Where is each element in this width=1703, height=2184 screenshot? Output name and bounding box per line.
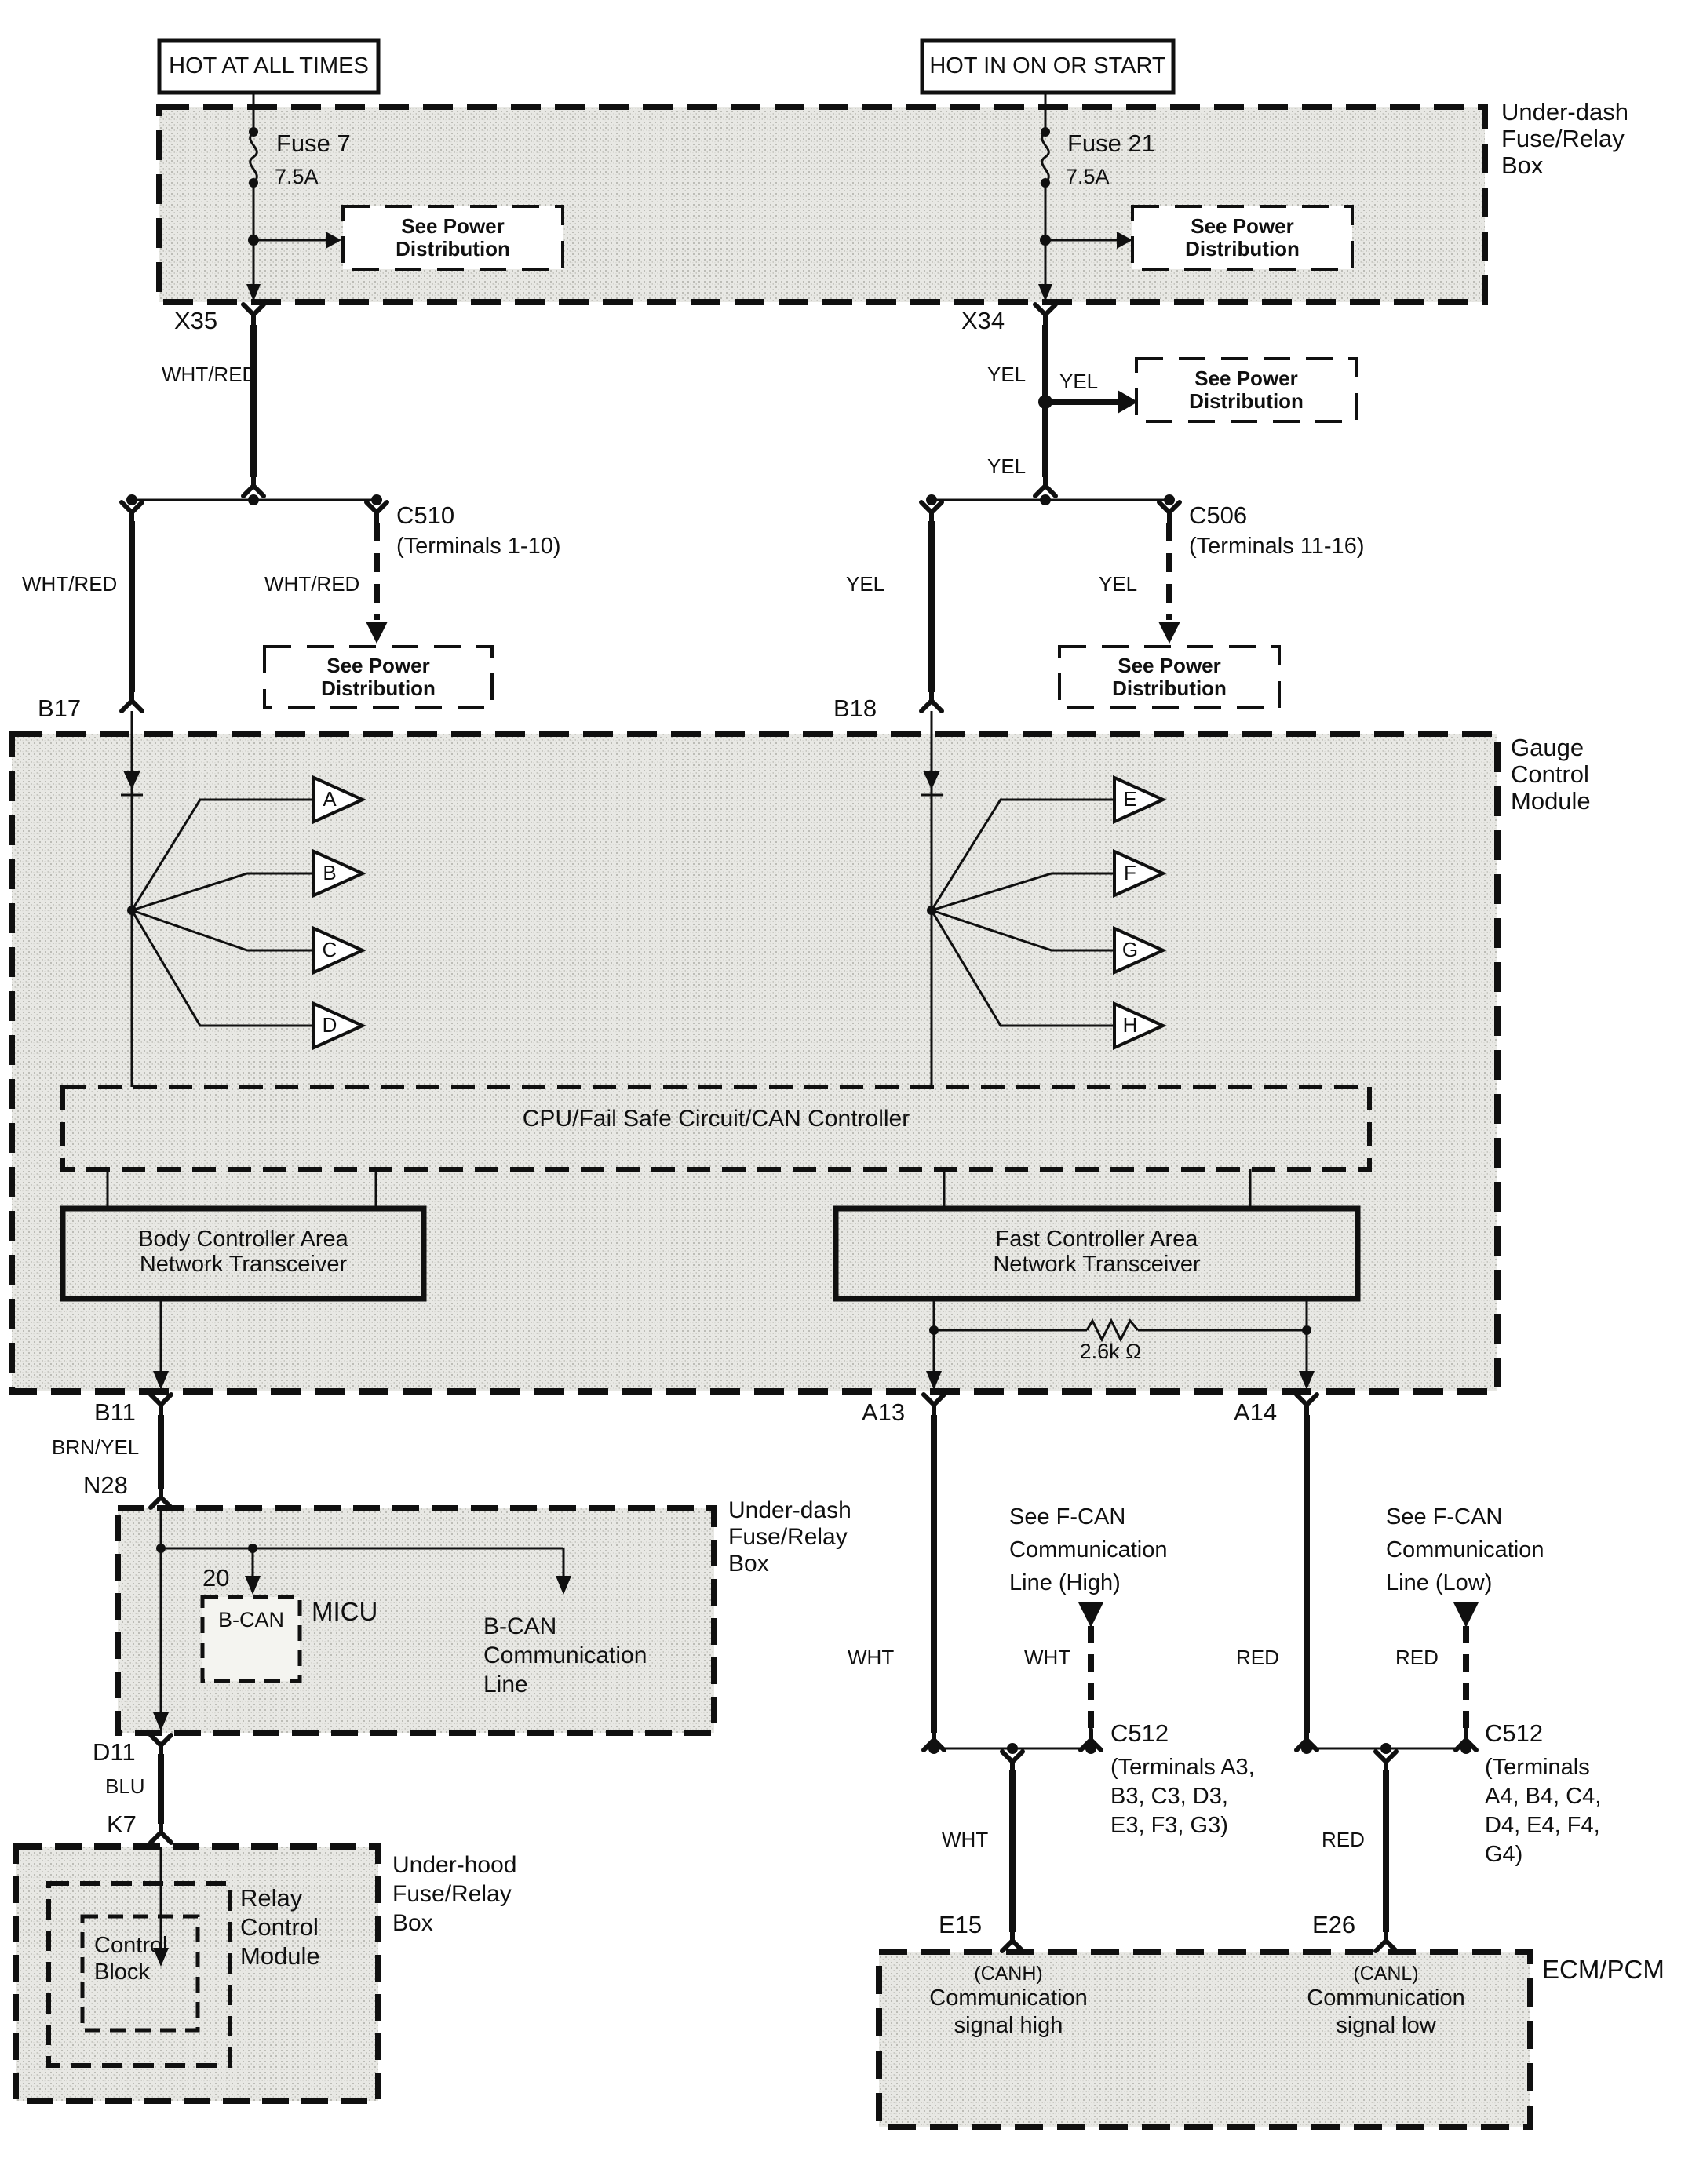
fuse7-rating: 7.5A [275, 165, 319, 188]
see-power-fuse21-text: See Power Distribution [1185, 214, 1300, 261]
wire-red-branch: RED [1395, 1646, 1439, 1669]
triangle-g-label: G [1121, 938, 1139, 961]
terminal-x35: X35 [174, 307, 218, 334]
wire-yel-arrow: YEL [1059, 370, 1099, 393]
triangle-c-label: C [322, 938, 337, 961]
triangle-d-label: D [322, 1013, 337, 1037]
hot-at-all-times-label: HOT AT ALL TIMES [169, 53, 369, 78]
bcan-comm-line-label: B-CAN Communication Line [483, 1613, 647, 1697]
wire-wht-a13: WHT [848, 1646, 895, 1669]
triangle-h-label: H [1122, 1013, 1138, 1037]
gauge-module-label: Gauge Control Module [1511, 734, 1591, 815]
underhood-label: Under-hood Fuse/Relay Box [392, 1852, 517, 1936]
see-power-c506-text: See Power Distribution [1112, 654, 1227, 700]
terminal-b17: B17 [38, 695, 82, 722]
terminal-n28: N28 [83, 1471, 128, 1499]
connector-c512-high: C512 (Terminals A3, B3, C3, D3, E3, F3, G3) [1110, 1719, 1255, 1839]
wire-whtred-b17: WHT/RED [22, 572, 118, 596]
see-power-yel-text: See Power Distribution [1189, 366, 1304, 413]
wire-red-a14: RED [1236, 1646, 1279, 1669]
terminal-e15: E15 [939, 1911, 983, 1938]
signal-high-label: signal high [954, 2013, 1063, 2038]
underdash-bcan-label: Under-dash Fuse/Relay Box [728, 1497, 852, 1577]
terminal-b18: B18 [833, 695, 877, 722]
triangle-b-label: B [323, 861, 337, 884]
relay-control-module-label: Relay Control Module [240, 1884, 320, 1970]
fuse21-label: Fuse 21 [1067, 129, 1156, 157]
terminal-x34: X34 [961, 307, 1005, 334]
hot-in-on-or-start-label: HOT IN ON OR START [929, 53, 1166, 78]
wire-yel-x34-upper: YEL [987, 363, 1027, 386]
connector-c512-low: C512 (Terminals A4, B4, C4, D4, E4, F4, G4) [1485, 1719, 1602, 1868]
triangle-a-label: A [323, 787, 337, 811]
fast-transceiver-label: Fast Controller Area Network Transceiver [993, 1227, 1201, 1277]
connector-c506-terminals: (Terminals 11-16) [1189, 534, 1365, 559]
terminal-a13: A13 [862, 1398, 906, 1426]
wire-yel-x34-lower: YEL [987, 454, 1027, 478]
fuse7-label: Fuse 7 [276, 129, 351, 157]
terminal-e26: E26 [1312, 1911, 1356, 1938]
ecm-pcm-label: ECM/PCM [1542, 1955, 1665, 1984]
wire-yel-c506: YEL [1099, 572, 1138, 596]
connector-c510-terminals: (Terminals 1-10) [396, 534, 561, 559]
triangle-e-label: E [1123, 787, 1137, 811]
wire-wht-e15: WHT [942, 1828, 989, 1851]
fcan-high-triangle [1078, 1602, 1103, 1628]
wire-brnyel: BRN/YEL [52, 1435, 140, 1459]
cpu-label: CPU/Fail Safe Circuit/CAN Controller [522, 1106, 910, 1132]
control-block-label: Control Block [94, 1933, 168, 1985]
arrow-c510-branch [366, 622, 388, 644]
micu-label: MICU [312, 1597, 378, 1626]
arrow-c506-branch [1158, 622, 1180, 644]
connector-c510-id: C510 [396, 501, 455, 529]
terminal-b11: B11 [94, 1398, 136, 1426]
signal-low-label: signal low [1336, 2013, 1436, 2038]
fuse21-rating: 7.5A [1066, 165, 1110, 188]
fcan-high-label: See F-CAN Communication Line (High) [1009, 1504, 1168, 1595]
pin-20-label: 20 [202, 1564, 230, 1592]
terminal-d11: D11 [93, 1738, 136, 1766]
terminal-k7: K7 [107, 1810, 137, 1838]
canl-label: (CANL) [1353, 1963, 1419, 1985]
wire-yel-b18: YEL [846, 572, 885, 596]
underdash-fusebox-top-outline [159, 107, 1485, 302]
ecm-canh-group [906, 1963, 1110, 2040]
wire-wht-branch: WHT [1024, 1646, 1071, 1669]
body-transceiver-label: Body Controller Area Network Transceiver [138, 1227, 348, 1277]
wire-whtred-c510: WHT/RED [264, 572, 360, 596]
connector-c506-id: C506 [1189, 501, 1248, 529]
terminal-a14: A14 [1234, 1398, 1278, 1426]
canh-label: (CANH) [974, 1963, 1043, 1985]
resistor-value: 2.6k Ω [1079, 1340, 1142, 1363]
underhood-fusebox-outline [16, 1847, 378, 2101]
comm-low-label: Communication [1307, 1985, 1465, 2011]
fcan-low-triangle [1453, 1602, 1479, 1628]
ecm-canl-group [1284, 1963, 1488, 2040]
triangle-f-label: F [1124, 861, 1136, 884]
bcan-block-label: B-CAN [217, 1608, 284, 1632]
fcan-low-label: See F-CAN Communication Line (Low) [1386, 1504, 1544, 1595]
wire-blu: BLU [105, 1774, 145, 1798]
wire-red-e26: RED [1322, 1828, 1365, 1851]
see-power-fuse7-text: See Power Distribution [396, 214, 510, 261]
underdash-top-label: Under-dash Fuse/Relay Box [1501, 98, 1628, 179]
wire-whtred-x35: WHT/RED [162, 363, 257, 386]
comm-high-label: Communication [929, 1985, 1088, 2011]
see-power-c510-text: See Power Distribution [321, 654, 436, 700]
